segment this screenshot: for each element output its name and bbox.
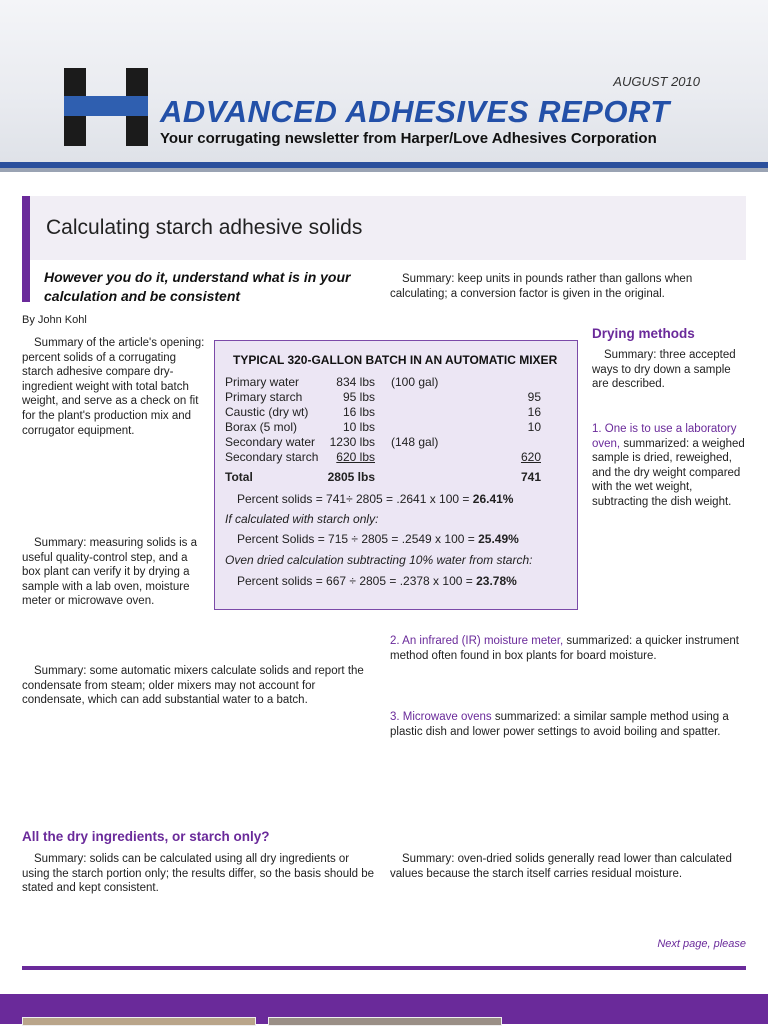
calc-result: 26.41% xyxy=(472,492,514,506)
calc-oven-dried-label: Oven dried calculation subtracting 10% water from starch: xyxy=(225,553,533,567)
drying-paragraph: Summary: three accepted ways to dry down a sample are described. xyxy=(592,349,736,391)
ingredient-name: Secondary starch xyxy=(225,450,319,464)
ingredient-name: Secondary water xyxy=(225,435,316,449)
calc-formula: Percent Solids = 715 ÷ 2805 = .2549 x 100 = xyxy=(237,532,479,546)
calc-result: 23.78% xyxy=(476,574,517,588)
ingredient-weight: 95 lbs xyxy=(342,390,375,404)
ingredient-solids: 10 xyxy=(527,420,541,434)
ingredient-weight: 620 lbs xyxy=(336,450,375,464)
drying-summary xyxy=(592,348,748,392)
table-total-row xyxy=(225,470,565,485)
item-number: 2. xyxy=(390,635,400,647)
next-page-link[interactable]: Next page, please xyxy=(657,938,746,950)
ingredient-solids: 16 xyxy=(527,405,541,419)
article-headline: Calculating starch adhesive solids xyxy=(46,216,363,239)
headline-accent-bar xyxy=(22,196,30,302)
ingredient-volume: (148 gal) xyxy=(391,435,439,449)
table-row xyxy=(225,450,565,465)
intro-paragraph: Summary of the article's opening: percent solids of a corrugating starch adhesive compare dry-ingredient weight with total batch weight, and serve as a check on fit for the plant's production mix and corrugator equipment. xyxy=(22,337,205,437)
batch-table-sidebar xyxy=(214,340,578,610)
table-row xyxy=(225,405,565,420)
calc-formula: Percent solids = 741÷ 2805 = .2641 x 100 = xyxy=(237,492,473,506)
mixers-paragraph: Summary: some automatic mixers calculate solids and report the condensate from steam; older mixers may not account for condensate, which can add substantial water to a batch. xyxy=(22,665,364,707)
item-lead: Microwave ovens xyxy=(402,711,492,723)
conclusion-summary xyxy=(390,852,746,881)
ingredient-solids: 620 xyxy=(520,450,541,464)
intro-summary xyxy=(22,336,206,438)
subhead-drying-methods: Drying methods xyxy=(592,326,695,341)
ingredient-weight: 1230 lbs xyxy=(329,435,375,449)
footer-rule xyxy=(22,966,746,970)
calc-starch-only xyxy=(237,532,519,546)
ingredient-weight: 16 lbs xyxy=(342,405,375,419)
subhead-dry-ingredients: All the dry ingredients, or starch only? xyxy=(22,829,270,844)
mixers-summary xyxy=(22,664,378,708)
item-lead: An infrared (IR) moisture meter, xyxy=(402,635,564,647)
calc-starch-only-label: If calculated with starch only: xyxy=(225,512,379,526)
newsletter-tagline: Your corrugating newsletter from Harper/Love Adhesives Corporation xyxy=(160,130,657,147)
total-weight: 2805 lbs xyxy=(327,470,375,484)
item-lead: One is to use a laboratory oven, xyxy=(592,423,737,450)
drying-method-1 xyxy=(592,422,748,510)
drying-method-3 xyxy=(390,710,746,739)
methods-paragraph: Summary: solids can be calculated using all dry ingredients or using the starch portion only; the results differ, so the basis should be stated and kept consistent. xyxy=(22,853,375,895)
ingredient-name: Primary starch xyxy=(225,390,303,404)
table-row xyxy=(225,435,565,450)
ingredient-weight: 834 lbs xyxy=(336,375,375,389)
footer-photo xyxy=(268,1017,502,1026)
units-paragraph: Summary: keep units in pounds rather than gallons when calculating; a conversion factor is given in the original. xyxy=(390,273,693,300)
batch-table-title: TYPICAL 320-GALLON BATCH IN AN AUTOMATIC MIXER xyxy=(233,353,558,367)
ingredient-weight: 10 lbs xyxy=(342,420,375,434)
qc-summary xyxy=(22,536,206,609)
footer-photo xyxy=(22,1017,256,1026)
total-solids: 741 xyxy=(520,470,541,484)
article-deck: However you do it, understand what is in your calculation and be consistent xyxy=(44,269,351,304)
item-number: 1. xyxy=(592,423,602,435)
calc-formula: Percent solids = 667 ÷ 2805 = .2378 x 100 = xyxy=(237,574,477,588)
item-text: summarized: a weighed sample is dried, reweighed, and the dry weight compared with the wet weight, subtracting the dish weight. xyxy=(592,437,745,508)
logo-crossbar xyxy=(64,96,148,116)
calc-result: 25.49% xyxy=(478,532,519,546)
ingredient-name: Primary water xyxy=(225,375,300,389)
calc-oven-dried xyxy=(237,574,517,588)
calc-all-ingredients xyxy=(237,492,513,506)
issue-date: AUGUST 2010 xyxy=(613,74,700,89)
article-byline: By John Kohl xyxy=(22,314,87,326)
conclusion-paragraph: Summary: oven-dried solids generally read lower than calculated values because the starch itself carries residual moisture. xyxy=(390,853,732,880)
item-number: 3. xyxy=(390,711,400,723)
drying-method-2 xyxy=(390,634,746,663)
newsletter-title: ADVANCED ADHESIVES REPORT xyxy=(160,94,670,129)
item-text: summarized: a similar sample method using a plastic dish and lower power settings to avoid boiling and spatter. xyxy=(390,711,729,738)
harper-love-h-logo-icon xyxy=(64,68,148,146)
qc-paragraph: Summary: measuring solids is a useful quality-control step, and a box plant can verify it by drying a sample with a lab oven, moisture meter or microwave oven. xyxy=(22,537,197,608)
table-row xyxy=(225,420,565,435)
methods-summary xyxy=(22,852,378,896)
ingredient-solids: 95 xyxy=(527,390,541,404)
ingredient-name: Caustic (dry wt) xyxy=(225,405,309,419)
table-row xyxy=(225,390,565,405)
item-text: summarized: a quicker instrument method often found in box plants for board moisture. xyxy=(390,635,739,662)
total-label: Total xyxy=(225,470,253,484)
ingredient-volume: (100 gal) xyxy=(391,375,439,389)
masthead-stripe-grey xyxy=(0,168,768,172)
units-summary xyxy=(390,272,746,301)
ingredient-name: Borax (5 mol) xyxy=(225,420,298,434)
table-row xyxy=(225,375,565,390)
